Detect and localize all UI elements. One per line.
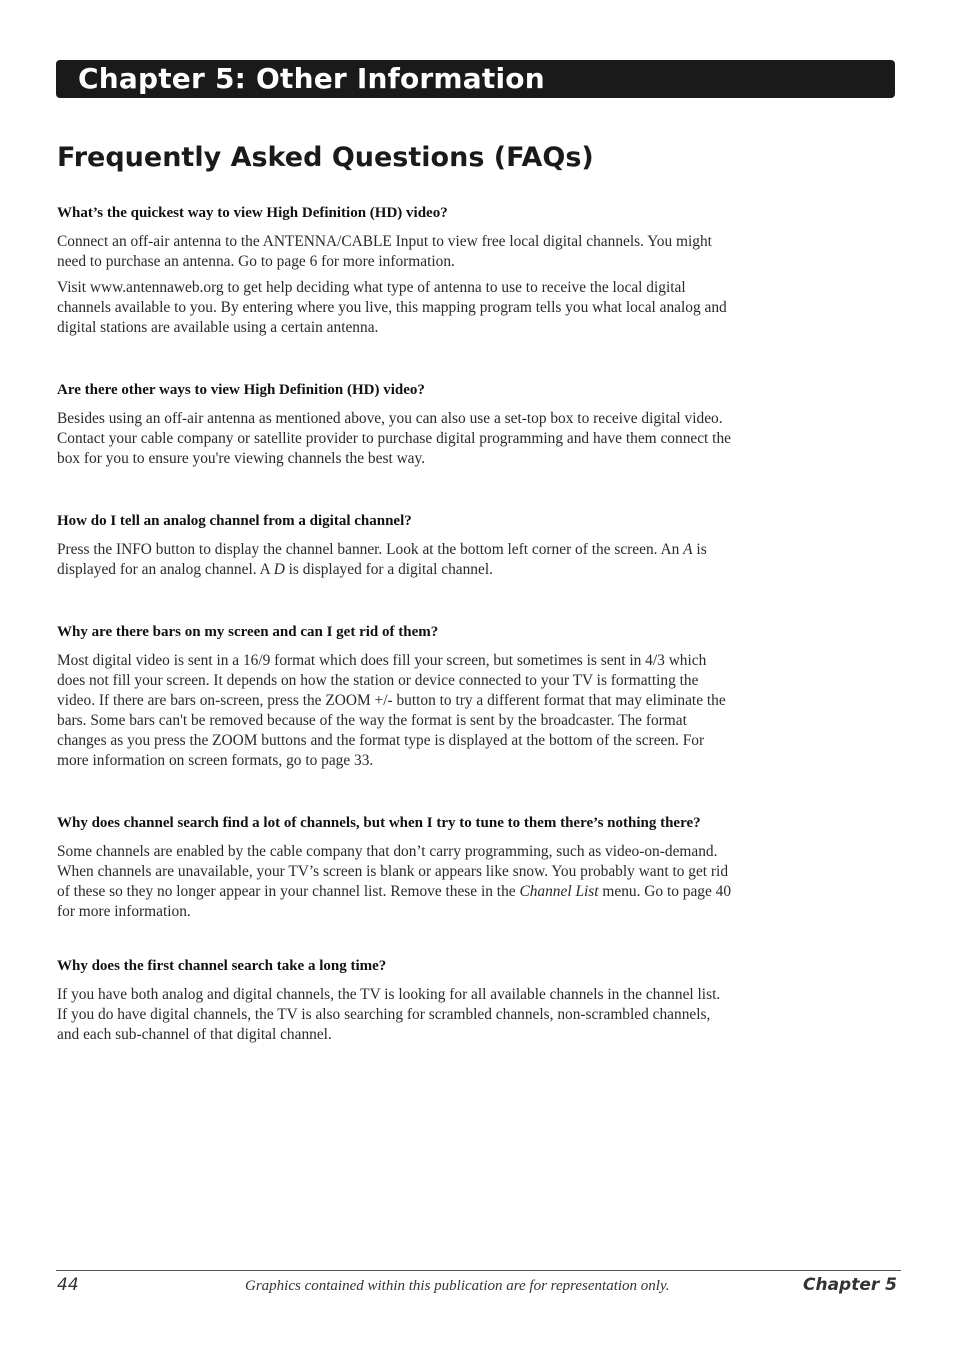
faq-answer: Most digital video is sent in a 16/9 format which does fill your screen, but sometimes is sent in 4/3 which does not fill your screen. It depends on how the station or device connected to your TV is formatting the video. If there are bars on-screen, press the ZOOM +/- button to try a different format that may eliminate the bars. Some bars can't be removed because of the way the format is sent by the broadcaster. The format changes as you press the ZOOM buttons and the format type is displayed at the bottom of the screen. For more information on screen formats, go to page 33.: [57, 652, 726, 769]
analog-indicator-letter: A: [683, 541, 693, 558]
answer-text: Some channels are enabled by the cable company that don’t carry programming, such as video-on-demand. When channels are unavailable, your TV’s screen is blank or appears like snow. You probably want to get rid of these so they no longer appear in your channel list. Remove these in the: [57, 843, 729, 900]
faq-answer: If you have both analog and digital channels, the TV is looking for all available channels in the channel list. If you do have digital channels, the TV is also searching for scrambled channels, non-scrambled channels, and each sub-channel of that digital channel.: [57, 986, 721, 1043]
faq-question: Why are there bars on my screen and can I get rid of them?: [57, 624, 439, 640]
faq-item-hd-quickest: [57, 203, 732, 338]
faq-item-hd-other-ways: [57, 380, 732, 469]
faq-question: What’s the quickest way to view High Definition (HD) video?: [57, 205, 448, 221]
menu-name: Channel List: [519, 883, 599, 900]
answer-text: is displayed for an analog channel. A: [57, 541, 707, 578]
faq-answer: Visit www.antennaweb.org to get help deciding what type of antenna to use to receive the local digital channels available to you. By entering where you live, this mapping program tells you what local analog and digital stations are available using a certain antenna.: [57, 279, 727, 336]
chapter-header-bar: [56, 60, 895, 98]
faq-item-first-search-time: [57, 956, 732, 1045]
faq-question: Why does channel search find a lot of channels, but when I try to tune to them there’s nothing there?: [57, 815, 701, 831]
answer-text: menu. Go to page 40 for more information.: [57, 883, 732, 920]
faq-question: Are there other ways to view High Definition (HD) video?: [57, 382, 425, 398]
faq-answer: Besides using an off-air antenna as mentioned above, you can also use a set-top box to receive digital video. Contact your cable company or satellite provider to purchase digital programming and have them connect the box for you to ensure you're viewing channels the best way.: [57, 410, 731, 467]
faq-item-screen-bars: [57, 622, 732, 771]
digital-indicator-letter: D: [273, 561, 285, 578]
page-number: 44: [57, 1275, 79, 1295]
page-title: Frequently Asked Questions (FAQs): [57, 142, 594, 173]
faq-question: Why does the first channel search take a long time?: [57, 958, 387, 974]
faq-answer: [57, 842, 732, 922]
faq-item-analog-vs-digital: [57, 511, 732, 580]
chapter-title: Chapter 5: Other Information: [78, 62, 545, 95]
footer-disclaimer: Graphics contained within this publication are for representation only.: [245, 1278, 670, 1294]
faq-answer: [57, 540, 732, 580]
footer-chapter-label: Chapter 5: [802, 1275, 897, 1295]
faq-answer: Connect an off-air antenna to the ANTENNA/CABLE Input to view free local digital channels. You might need to purchase an antenna. Go to page 6 for more information.: [57, 233, 712, 270]
answer-text: Press the INFO button to display the channel banner. Look at the bottom left corner of the screen. An: [57, 541, 684, 558]
faq-item-empty-channels: [57, 813, 732, 922]
faq-list: [57, 203, 732, 1087]
footer-divider: [56, 1270, 901, 1271]
faq-question: How do I tell an analog channel from a digital channel?: [57, 513, 412, 529]
answer-text: is displayed for a digital channel.: [284, 561, 493, 578]
